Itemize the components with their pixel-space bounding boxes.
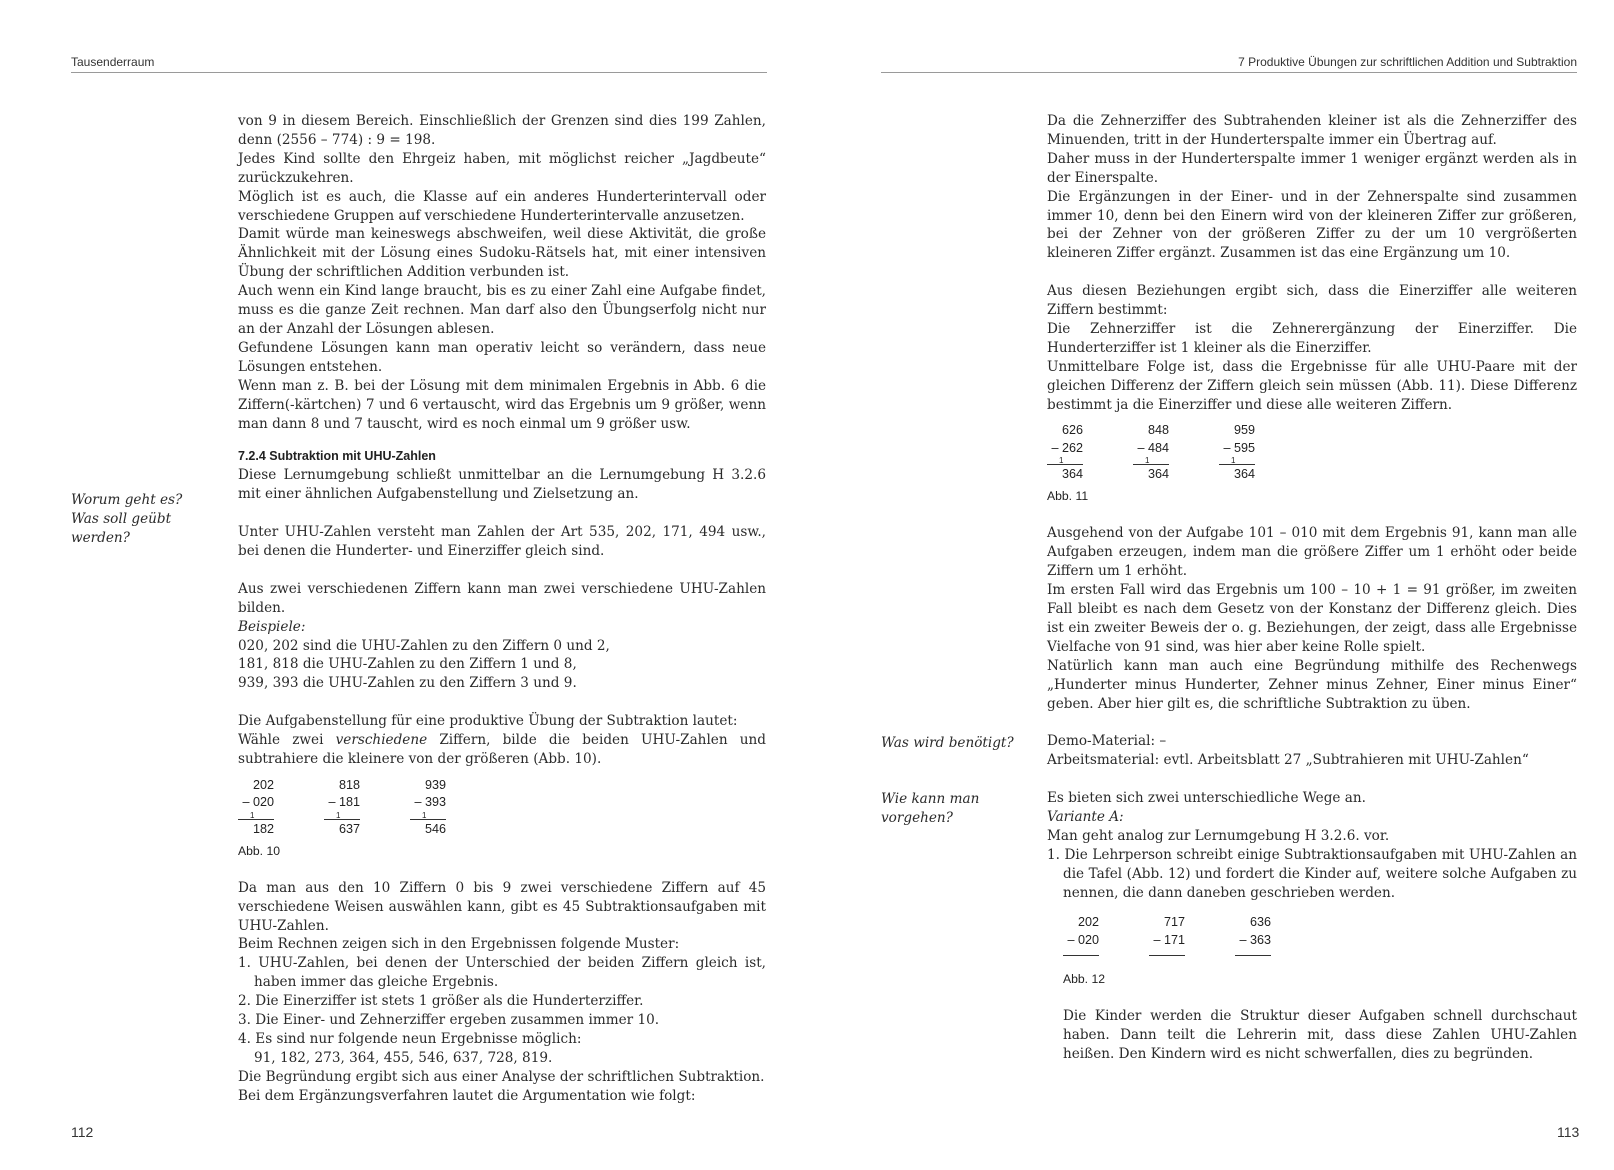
page-number: 112 xyxy=(71,1124,94,1140)
examples-label: Beispiele: xyxy=(238,618,306,635)
subtraction-example: 626 – 262 1 364 xyxy=(1047,422,1133,483)
paragraph: Ausgehend von der Aufgabe 101 – 010 mit dem Ergebnis 91, kann man alle Aufgaben erzeugen, indem man die größere Ziffer um 1 erhöht oder beide Ziffern um 1 erhöht. xyxy=(1047,525,1577,580)
right-body-text xyxy=(1047,112,1577,1064)
section-heading: 7.2.4 Subtraktion mit UHU-Zahlen xyxy=(238,449,436,464)
figure-12 xyxy=(1047,914,1577,956)
paragraph: Die Aufgabenstellung für eine produktive Übung der Subtraktion lautet: xyxy=(238,713,738,730)
example-line: 181, 818 die UHU-Zahlen zu den Ziffern 1 und 8, xyxy=(238,656,577,673)
materials-work: Arbeitsmaterial: evtl. Arbeitsblatt 27 „Subtrahieren mit UHU-Zahlen“ xyxy=(1047,752,1529,769)
subtraction-example: 202 – 020 1 182 xyxy=(238,777,324,838)
running-head: 7 Produktive Übungen zur schriftlichen Addition und Subtraktion xyxy=(881,55,1577,73)
list-item: 4. Es sind nur folgende neun Ergebnisse möglich: xyxy=(238,1031,582,1047)
list-results: 91, 182, 273, 364, 455, 546, 637, 728, 819. xyxy=(254,1049,553,1066)
paragraph: Möglich ist es auch, die Klasse auf ein anderes Hunderterintervall oder verschiedene Gruppen auf verschiedene Hunderterintervalle anzusetzen. xyxy=(238,188,766,224)
materials-demo: Demo-Material: – xyxy=(1047,733,1167,750)
page-number: 113 xyxy=(1557,1124,1580,1140)
paragraph: Gefundene Lösungen kann man operativ leicht so verändern, dass neue Lösungen entstehen. xyxy=(238,339,766,375)
paragraph: Auch wenn ein Kind lange braucht, bis es zu einer Zahl eine Aufgabe findet, muss es die ganze Zeit rechnen. Man darf also den Übungserfolg nicht nur an der Anzahl der Lösungen ablesen. xyxy=(238,283,766,337)
subtraction-example: 939 – 393 1 546 xyxy=(410,777,496,838)
figure-caption: Abb. 12 xyxy=(1063,972,1106,987)
paragraph: Die Ergänzungen in der Einer- und in der Zehnerspalte sind zusammen immer 10, denn bei den Einern wird von der kleineren Ziffer zur größeren, bei der Zehner von der größeren Ziffer zu der um 10 vergrößerten kleineren Ziffer ergänzt. Zusammen ist das eine Ergänzung um 10. xyxy=(1047,188,1577,262)
paragraph: Da man aus den 10 Ziffern 0 bis 9 zwei verschiedene Ziffern auf 45 verschiedene Weisen auswählen kann, gibt es 45 Subtraktionsaufgaben mit UHU-Zahlen. xyxy=(238,879,766,934)
subtraction-example: 818 – 181 1 637 xyxy=(324,777,410,838)
list-item: 3. Die Einer- und Zehnerziffer ergeben zusammen immer 10. xyxy=(238,1012,660,1029)
right-page xyxy=(807,0,1614,1170)
pattern-list xyxy=(238,954,766,1049)
subtraction-example: 848 – 484 1 364 xyxy=(1133,422,1219,483)
paragraph: Die Begründung ergibt sich aus einer Analyse der schriftlichen Subtraktion. xyxy=(238,1068,765,1085)
figure-caption: Abb. 10 xyxy=(238,843,281,858)
subtraction-example: 636 – 363 xyxy=(1235,914,1321,956)
subtraction-example: 202 – 020 xyxy=(1063,914,1149,956)
paragraph: Beim Rechnen zeigen sich in den Ergebnissen folgende Muster: xyxy=(238,936,680,953)
paragraph: Bei dem Ergänzungsverfahren lautet die Argumentation wie folgt: xyxy=(238,1087,696,1104)
paragraph: Man geht analog zur Lernumgebung H 3.2.6. vor. xyxy=(1047,827,1390,844)
paragraph: Im ersten Fall wird das Ergebnis um 100 – 10 + 1 = 91 größer, im zweiten Fall bleibt es nach dem Gesetz von der Konstanz der Differenz gleich. Dies ist ein zweiter Beweis der o. g. Beziehungen, der zeigt, dass alle Ergebnisse Vielfache von 91 sind, was hier aber keine Rolle spielt. xyxy=(1047,582,1577,655)
running-head: Tausenderraum xyxy=(71,55,767,73)
left-body-text xyxy=(238,112,766,1106)
procedure-list xyxy=(1047,846,1577,903)
subtraction-example: 717 – 171 xyxy=(1149,914,1235,956)
paragraph: Die Zehnerziffer ist die Zehnerergänzung der Einerziffer. Die Hunderterziffer ist 1 kleiner als die Einerziffer. xyxy=(1047,320,1577,356)
example-line: 939, 393 die UHU-Zahlen zu den Ziffern 3 und 9. xyxy=(238,675,577,692)
paragraph: Unmittelbare Folge ist, dass die Ergebnisse für alle UHU-Paare mit der gleichen Differenz der Ziffern gleich sein müssen (Abb. 11). Diese Differenz bestimmt ja die Einerziffer und diese alle weiteren Ziffern. xyxy=(1047,358,1577,413)
paragraph: Jedes Kind sollte den Ehrgeiz haben, mit möglichst reicher „Jagdbeute“ zurückzukehren. xyxy=(238,150,766,186)
figure-11 xyxy=(1047,422,1577,483)
margin-note-materials: Was wird benötigt? xyxy=(881,735,1014,751)
margin-note-goal: Worum geht es? Was soll geübt werden? xyxy=(71,492,183,546)
figure-10 xyxy=(238,777,766,838)
task-statement: Wähle zwei verschiedene Ziffern, bilde die beiden UHU-Zahlen und subtrahiere die kleinere von der größeren (Abb. 10). xyxy=(238,732,766,767)
paragraph: Wenn man z. B. bei der Lösung mit dem minimalen Ergebnis in Abb. 6 die Ziffern(-kärtchen) 7 und 6 vertauscht, wird das Ergebnis um 9 größer, wenn man dann 8 und 7 tauscht, wird es noch einmal um 9 größer usw. xyxy=(238,377,766,432)
subtraction-example: 959 – 595 1 364 xyxy=(1219,422,1305,483)
example-line: 020, 202 sind die UHU-Zahlen zu den Ziffern 0 und 2, xyxy=(238,637,610,654)
paragraph: Diese Lernumgebung schließt unmittelbar an die Lernumgebung H 3.2.6 mit einer ähnlichen Aufgabenstellung und Zielsetzung an. xyxy=(238,467,766,503)
paragraph: Unter UHU-Zahlen versteht man Zahlen der Art 535, 202, 171, 494 usw., bei denen die Hunderter- und Einerziffer gleich sind. xyxy=(238,524,766,560)
paragraph: Damit würde man keineswegs abschweifen, weil diese Aktivität, die große Ähnlichkeit mit der Lösung eines Sudoku-Rätsels hat, mit einer intensiven Übung der schriftlichen Addition verbunden ist. xyxy=(238,226,766,281)
list-item: 2. Die Einerziffer ist stets 1 größer als die Hunderterziffer. xyxy=(238,993,644,1010)
list-item: 1. Die Lehrperson schreibt einige Subtraktionsaufgaben mit UHU-Zahlen an die Tafel (Abb. 12) und fordert die Kinder auf, weitere solche Aufgaben zu nennen, die dann daneben geschrieben werden. xyxy=(1047,846,1577,901)
paragraph: Daher muss in der Hunderterspalte immer 1 weniger ergänzt werden als in der Einerspalte. xyxy=(1047,150,1577,186)
list-item: 1. UHU-Zahlen, bei denen der Unterschied der beiden Ziffern gleich ist, haben immer das gleiche Ergebnis. xyxy=(238,955,766,991)
paragraph: Die Kinder werden die Struktur dieser Aufgaben schnell durchschaut haben. Dann teilt die Lehrerin mit, dass diese Zahlen UHU-Zahlen heißen. Den Kindern wird es nicht schwerfallen, dies zu begründen. xyxy=(1063,1008,1577,1063)
variant-label: Variante A: xyxy=(1047,808,1124,825)
paragraph: Natürlich kann man auch eine Begründung mithilfe des Rechenwegs „Hunderter minus Hunderter, Zehner minus Zehner, Einer minus Einer“ geben. Aber hier gilt es, die schriftliche Subtraktion zu üben. xyxy=(1047,657,1577,712)
paragraph: Aus diesen Beziehungen ergibt sich, dass die Einerziffer alle weiteren Ziffern bestimmt: xyxy=(1047,283,1577,319)
margin-note-procedure: Wie kann man vorgehen? xyxy=(881,791,980,826)
paragraph: Da die Zehnerziffer des Subtrahenden kleiner ist als die Zehnerziffer des Minuenden, tritt in der Hunderterspalte immer ein Übertrag auf. xyxy=(1047,113,1577,148)
paragraph: Es bieten sich zwei unterschiedliche Wege an. xyxy=(1047,790,1366,807)
figure-caption: Abb. 11 xyxy=(1047,489,1089,504)
paragraph: von 9 in diesem Bereich. Einschließlich der Grenzen sind dies 199 Zahlen, denn (2556 – 774) : 9 = 198. xyxy=(238,113,766,148)
paragraph: Aus zwei verschiedenen Ziffern kann man zwei verschiedene UHU-Zahlen bilden. xyxy=(238,580,766,616)
